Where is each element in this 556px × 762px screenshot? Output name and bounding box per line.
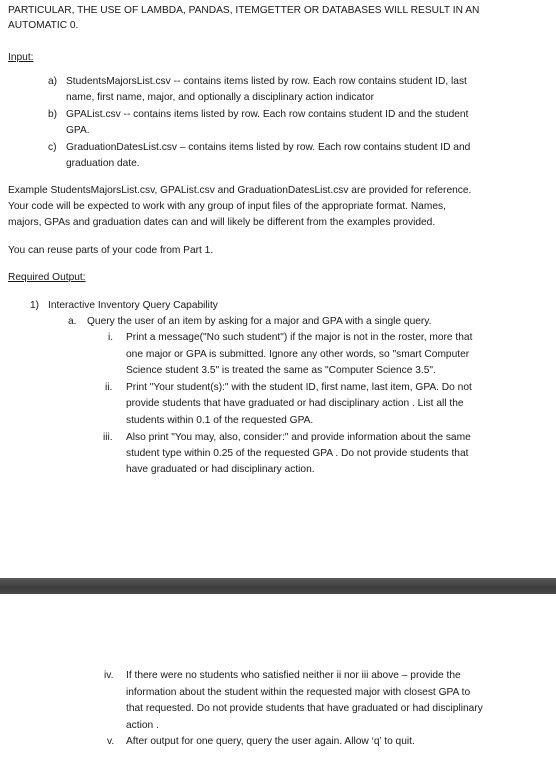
- input-heading: Input:: [8, 52, 34, 63]
- section-1-marker: 1): [30, 300, 40, 311]
- input-item-c-line-1: GraduationDatesList.csv – contains items listed by row. Each row contains student ID and: [66, 142, 471, 153]
- roman-ii-marker: ii.: [105, 382, 113, 393]
- roman-i-marker: i.: [108, 332, 114, 343]
- input-item-b-marker: b): [48, 109, 58, 120]
- roman-iv-line-3: that requested. Do not provide students that have graduated or had disciplinary: [126, 703, 483, 714]
- roman-iii-line-2: student type within 0.25 of the requested GPA . Do not provide students that: [126, 448, 469, 459]
- input-item-b-line-2: GPA.: [66, 125, 90, 136]
- roman-i-line-3: Science student 3.5" is treated the same as "Computer Science 3.5".: [126, 365, 436, 376]
- roman-v-marker: v.: [107, 736, 115, 747]
- page-break-divider: [0, 578, 556, 594]
- input-item-c-line-2: graduation date.: [66, 158, 140, 169]
- sub-a-marker: a.: [68, 316, 77, 327]
- header-line-1: PARTICULAR, THE USE OF LAMBDA, PANDAS, ITEMGETTER OR DATABASES WILL RESULT IN AN: [8, 5, 480, 16]
- section-1-title: Interactive Inventory Query Capability: [48, 300, 218, 311]
- roman-iii-line-1: Also print "You may, also, consider:" and provide information about the same: [126, 432, 471, 443]
- required-output-heading: Required Output:: [8, 272, 86, 283]
- input-item-a-marker: a): [48, 76, 58, 87]
- roman-iv-marker: iv.: [104, 670, 114, 681]
- roman-v-line-1: After output for one query, query the user again. Allow ‘q’ to quit.: [126, 736, 415, 747]
- roman-iv-line-4: action .: [126, 720, 159, 731]
- roman-iv-line-2: information about the student within the requested major with closest GPA to: [126, 687, 471, 698]
- roman-i-line-2: one major or GPA is submitted. Ignore any other words, so "smart Computer: [126, 349, 470, 360]
- roman-iv-line-1: If there were no students who satisfied neither ii nor iii above – provide the: [126, 670, 461, 681]
- input-item-a-line-2: name, first name, major, and optionally a disciplinary action indicator: [66, 92, 375, 103]
- input-item-a-line-1: StudentsMajorsList.csv -- contains items listed by row. Each row contains student ID, last: [66, 76, 467, 87]
- roman-ii-line-1: Print "Your student(s):" with the student ID, first name, last item, GPA. Do not: [126, 382, 472, 393]
- roman-iii-line-3: have graduated or had disciplinary action.: [126, 464, 315, 475]
- sub-a-text: Query the user of an item by asking for a major and GPA with a single query.: [87, 316, 432, 327]
- input-item-b-line-1: GPAList.csv -- contains items listed by row. Each row contains student ID and the student: [66, 109, 469, 120]
- roman-ii-line-3: students within 0.1 of the requested GPA.: [126, 415, 314, 426]
- example-line-3: majors, GPAs and graduation dates can and will likely be different from the examples provided.: [8, 217, 436, 228]
- roman-iii-marker: iii.: [103, 432, 113, 443]
- input-item-c-marker: c): [48, 142, 57, 153]
- reuse-line: You can reuse parts of your code from Part 1.: [8, 245, 214, 256]
- document-page-2: [0, 594, 556, 762]
- header-line-2: AUTOMATIC 0.: [8, 20, 79, 31]
- example-line-1: Example StudentsMajorsList.csv, GPAList.csv and GraduationDatesList.csv are provided for reference.: [8, 185, 472, 196]
- roman-ii-line-2: provide students that have graduated or had disciplinary action . List all the: [126, 398, 464, 409]
- roman-i-line-1: Print a message("No such student") if the major is not in the roster, more that: [126, 332, 473, 343]
- example-line-2: Your code will be expected to work with any group of input files of the appropriate format. Names,: [8, 201, 446, 212]
